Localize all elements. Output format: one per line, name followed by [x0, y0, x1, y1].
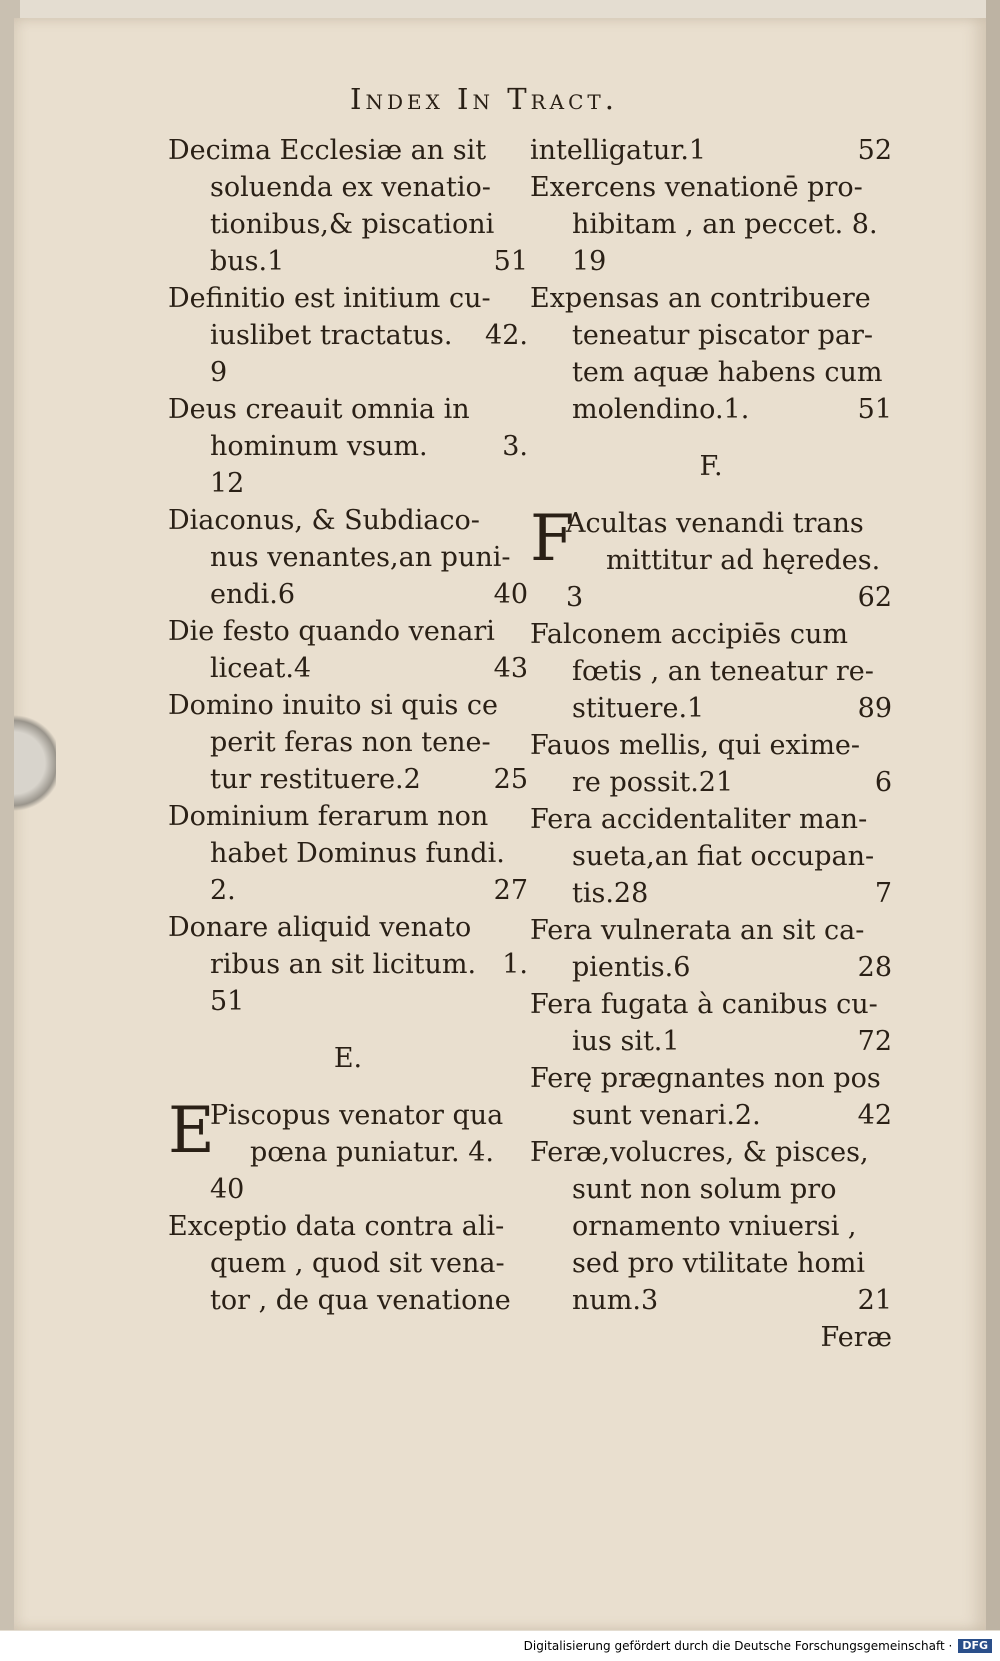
entry-first-line: Die festo quando venari: [168, 616, 495, 647]
entry-reference: [530, 579, 892, 616]
entry-reference: [168, 317, 528, 354]
page-clip: [14, 698, 56, 828]
left-column: [168, 132, 528, 1319]
entry-continuation: hibitam , an peccet. 8.: [572, 209, 878, 240]
entry-reference: [168, 243, 528, 280]
entry-ref-number: 72: [857, 1026, 892, 1057]
entry-ref-number: 42: [857, 1100, 892, 1131]
catchword: Feræ: [820, 1322, 892, 1353]
index-entry: [530, 986, 892, 1060]
entry-reference: [168, 872, 528, 909]
entry-reference: [168, 428, 528, 465]
entry-ref-text: 3: [566, 582, 584, 613]
index-entry: [168, 909, 528, 1020]
left-after-entries: [168, 1208, 528, 1319]
right-after-entries: [530, 616, 892, 1319]
entry-ref-number: 7: [874, 878, 892, 909]
entry-reference: [530, 690, 892, 727]
entry-continuation: nus venantes,an puni-: [210, 542, 511, 573]
entry-first-line: Donare aliquid venato: [168, 912, 472, 943]
index-entry: [530, 616, 892, 727]
entry-reference: [168, 576, 528, 613]
dropcap-line: pœna puniatur. 4.: [250, 1137, 494, 1168]
index-entry: [530, 727, 892, 801]
index-entry: [168, 1208, 528, 1319]
index-entry: [168, 502, 528, 613]
entry-continuation: habet Dominus fundi.: [210, 838, 505, 869]
entry-ref-text: 2.: [210, 875, 236, 906]
entry-first-line: Dominium ferarum non: [168, 801, 489, 832]
entry-reference: [530, 875, 892, 912]
entry-continuation: tor , de qua venatione: [210, 1285, 511, 1316]
entry-tail: 19: [572, 246, 607, 277]
entry-reference: [530, 1023, 892, 1060]
entry-reference: [530, 764, 892, 801]
index-entry: [530, 912, 892, 986]
entry-ref-number: 21: [857, 1285, 892, 1316]
entry-reference: [530, 391, 892, 428]
index-entry: [168, 280, 528, 391]
entry-ref-text: iuslibet tractatus.: [210, 320, 453, 351]
dropcap-line: Acultas venandi trans: [566, 508, 864, 539]
entry-tail: 9: [210, 357, 228, 388]
entry-ref-number: 52: [857, 135, 892, 166]
entry-ref-text: molendino.1.: [572, 394, 750, 425]
entry-first-line: Diaconus, & Subdiaco-: [168, 505, 480, 536]
entry-ref-number: 1.: [502, 949, 528, 980]
index-entry: [530, 132, 892, 169]
dropcap-f: F: [530, 502, 575, 576]
index-entry: [168, 687, 528, 798]
index-entry: [168, 132, 528, 280]
entry-reference: [168, 946, 528, 983]
entry-first-line: Expensas an contribuere: [530, 283, 871, 314]
entry-ref-number: 25: [493, 764, 528, 795]
dropcap-e: E: [168, 1094, 215, 1168]
dfg-logo: DFG: [958, 1639, 992, 1653]
entry-ref-number: 6: [874, 767, 892, 798]
entry-continuation: sed pro vtilitate homi: [572, 1248, 865, 1279]
entry-ref-text: tis.28: [572, 878, 649, 909]
dfg-footer: [0, 1631, 1000, 1661]
entry-first-line: Domino inuito si quis ce: [168, 690, 499, 721]
entry-ref-text: ribus an sit licitum.: [210, 949, 477, 980]
entry-ref-number: 28: [857, 952, 892, 983]
entry-first-line: Fera fugata à canibus cu-: [530, 989, 878, 1020]
entry-ref-text: pientis.6: [572, 952, 691, 983]
index-entry: [168, 798, 528, 909]
section-letter-f: F.: [699, 451, 723, 482]
entry-continuation: fœtis , an teneatur re-: [572, 656, 874, 687]
index-entry: [168, 391, 528, 502]
index-entry: [530, 1060, 892, 1134]
entry-reference: [168, 650, 528, 687]
entry-continuation: tem aquæ habens cum: [572, 357, 883, 388]
index-entry: [530, 280, 892, 428]
entry-reference: [530, 132, 892, 169]
entry-ref-text: endi.6: [210, 579, 296, 610]
entry-first-line: Definitio est initium cu-: [168, 283, 491, 314]
entry-reference: [530, 1097, 892, 1134]
right-top-entries: [530, 132, 892, 428]
entry-first-line: Fera accidentaliter man-: [530, 804, 868, 835]
entry-ref-text: hominum vsum.: [210, 431, 428, 462]
entry-first-line: Fera vulnerata an sit ca-: [530, 915, 865, 946]
entry-tail: 12: [210, 468, 245, 499]
entry-first-line: Falconem accipiēs cum: [530, 619, 848, 650]
entry-continuation: sueta,an fiat occupan-: [572, 841, 875, 872]
index-entry: [530, 801, 892, 912]
entry-continuation: perit feras non tene-: [210, 727, 491, 758]
entry-ref-text: bus.1: [210, 246, 285, 277]
entry-continuation: sunt non solum pro: [572, 1174, 837, 1205]
entry-continuation: quem , quod sit vena-: [210, 1248, 505, 1279]
entry-ref-text: liceat.4: [210, 653, 312, 684]
entry-ref-text: sunt venari.2.: [572, 1100, 761, 1131]
entry-ref-number: 51: [493, 246, 528, 277]
entry-continuation: soluenda ex venatio-: [210, 172, 491, 203]
entry-ref-text: tur restituere.2: [210, 764, 421, 795]
entry-first-line: Decima Ecclesiæ an sit: [168, 135, 487, 166]
dropcap-entry-f: [530, 502, 892, 616]
entry-continuation: ornamento vniuersi ,: [572, 1211, 857, 1242]
section-letter-e: E.: [333, 1043, 363, 1074]
dropcap-line: mittitur ad hęredes.: [606, 545, 881, 576]
entry-first-line: Fauos mellis, qui exime-: [530, 730, 861, 761]
entry-reference: [530, 1282, 892, 1319]
entry-ref-text: intelligatur.1: [530, 135, 707, 166]
entry-first-line: Exercens venationē pro-: [530, 172, 863, 203]
entry-tail: 51: [210, 986, 245, 1017]
entry-continuation: tionibus,& piscationi: [210, 209, 495, 240]
index-entry: [530, 169, 892, 280]
entry-ref-text: num.3: [572, 1285, 659, 1316]
left-entries: [168, 132, 528, 1020]
entry-ref-number: 51: [857, 394, 892, 425]
entry-ref-number: 89: [857, 693, 892, 724]
entry-ref-text: re possit.21: [572, 767, 734, 798]
entry-ref-number: 42.: [485, 320, 528, 351]
entry-ref-text: ius sit.1: [572, 1026, 680, 1057]
running-header: Index In Tract.: [350, 82, 618, 116]
dropcap-line: Piscopus venator qua: [210, 1100, 504, 1131]
index-entry: [168, 613, 528, 687]
entry-reference: [168, 761, 528, 798]
entry-continuation: teneatur piscator par-: [572, 320, 874, 351]
entry-ref-number: 62: [857, 582, 892, 613]
entry-reference: [530, 949, 892, 986]
entry-tail: 40: [210, 1174, 245, 1205]
entry-ref-number: 40: [493, 579, 528, 610]
footer-text: Digitalisierung gefördert durch die Deutsche Forschungsgemeinschaft ·: [523, 1639, 953, 1653]
entry-ref-number: 27: [493, 875, 528, 906]
dropcap-entry-e: [168, 1094, 528, 1208]
right-column: [530, 132, 892, 1356]
entry-first-line: Ferę prægnantes non pos: [530, 1063, 881, 1094]
entry-first-line: Exceptio data contra ali-: [168, 1211, 505, 1242]
entry-first-line: Deus creauit omnia in: [168, 394, 470, 425]
scan-right-edge: [986, 0, 1000, 1630]
entry-ref-number: 3.: [502, 431, 528, 462]
index-entry: [530, 1134, 892, 1319]
entry-ref-text: stituere.1: [572, 693, 705, 724]
entry-first-line: Feræ,volucres, & pisces,: [530, 1137, 869, 1168]
entry-ref-number: 43: [493, 653, 528, 684]
